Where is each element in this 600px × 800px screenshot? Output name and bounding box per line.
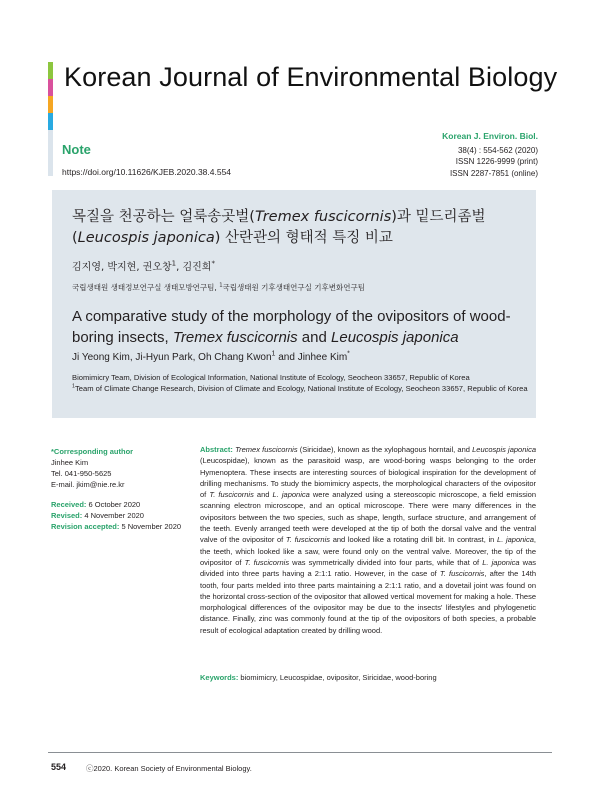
english-title: A comparative study of the morphology of the ovipositors of wood-boring insects, Tremex fuscicornis and Leucospis japonica [72,308,511,346]
journal-title: Korean Journal of Environmental Biology [64,62,558,92]
article-dates: Received: 6 October 2020 Revised: 4 November 2020 Revision accepted: 5 November 2020 [51,500,182,531]
korean-title: 목질을 천공하는 얼룩송곳벌(Tremex fuscicornis)과 밑드리좀벌 (Leucospis japonica) 산란관의 형태적 특징 비교 [72,209,486,246]
volume-pages: 38(4) : 554-562 (2020) [457,145,538,155]
issn-online: ISSN 2287-7851 (online) [449,168,538,178]
article-type: Note [62,142,91,157]
doi-link[interactable]: https://doi.org/10.11626/KJEB.2020.38.4.554 [62,167,232,177]
corresponding-author: *Corresponding author Jinhee Kim Tel. 041-950-5625 E-mail. jkim@nie.re.kr [51,446,191,490]
korean-affiliation: 국립생태원 생태정보연구실 생태모방연구팀, $^1$국립생태원 기후생태연구실 기후변화연구팀 [72,282,365,292]
english-authors: Ji Yeong Kim, Ji-Hyun Park, Oh Chang Kwon$^1$ and Jinhee Kim* [72,350,350,363]
keywords: Keywords: biomimicry, Leucospidae, ovipositor, Siricidae, wood-boring [200,673,437,682]
page-number: 554 [51,762,67,772]
english-affiliations: Biomimicry Team, Division of Ecological Information, National Institute of Ecology, Seocheon 33657, Republic of Korea $^1$Team of Climate Change Research, Division of Climate and Ecology, National Institute of Ecology, Seocheon 33657, Republic of Korea [72,373,528,393]
email-address[interactable]: E-mail. jkim@nie.re.kr [51,480,125,489]
korean-authors: 김지영, 박지현, 권오창$^1$, 김진희* [72,259,215,273]
publication-info [442,131,538,179]
footer-divider [48,752,552,753]
abstract: Abstract: Tremex fuscicornis (Siricidae), known as the xylophagous horntail, and Leucospis japonica (Leucospidae), known as the parasitoid wasp, are wood-boring wasps belonging to the order Hymenoptera. These insects are interesting sources of biological inspiration for the development of drilling mechanisms. To study the biomimicry aspects, the morphological characters of the ovipositor of T. fuscicornis and L. japonica were analyzed using a stereoscopic microscope, a field emission scanning electron microscope, and an optical microscope. There were many differences in the ovipositors between the two species, such as shape, length, surface structure, and arrangement of the teeth. Evenly arranged teeth were developed at the tip of both the dorsal valve and the ventral valve of the ovipositor of T. fuscicornis and looked like a rotating drill bit. In contrast, in L. japonica, the teeth, which looked like a saw, were found only on the ventral valve. Moreover, the tip of the ovipositor of T. fuscicornis was symmetrically divided into four parts, while that of L. japonica was divided into three parts having a 2:1:1 ratio. However, in the case of T. fuscicornis, after the 14th tooth, four parts melded into three parts maintaining a 2:1:1 ratio, and a dovetail joint was found on the horizontal cross-section of the ovipositor that allowed vertical movement for making a hole. These morphological differences of the ovipositor may be due to the insects' lifestyles and phylogenetic distance. Finally, zinc was commonly found at the tip of the ovipositors of both species, a probable result of ecological adaptation created by drilling wood. [200,445,536,635]
journal-abbreviation: Korean J. Environ. Biol. [442,131,538,141]
journal-color-bar [48,62,53,176]
issn-print: ISSN 1226-9999 (print) [455,157,538,166]
copyright-notice: ⓒ2020. Korean Society of Environmental Biology. [86,764,252,773]
